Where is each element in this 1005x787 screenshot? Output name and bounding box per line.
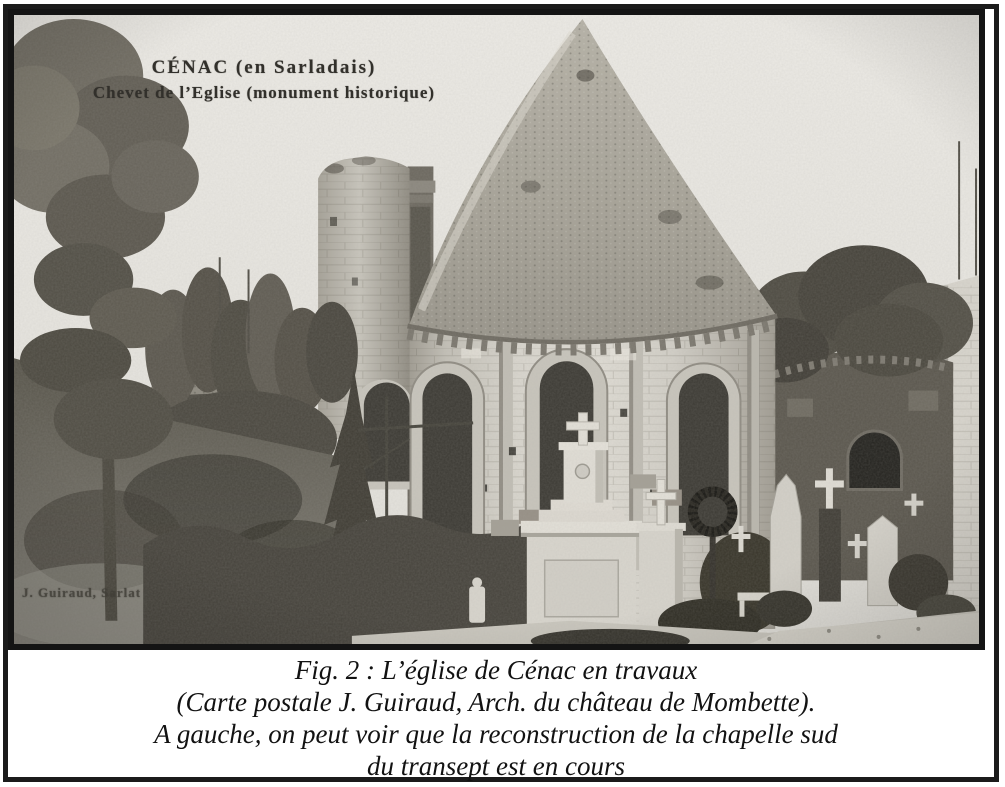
photo-scene <box>14 15 979 644</box>
postcard-title-line2: Chevet de l’Eglise (monument historique) <box>92 83 436 102</box>
caption-line-1: Fig. 2 : L’église de Cénac en travaux <box>294 655 698 685</box>
figure-caption <box>8 654 984 782</box>
photographer-credit: J. Guiraud, Sarlat <box>22 585 142 600</box>
photo-vignette <box>14 15 979 644</box>
postcard-title <box>74 55 454 105</box>
caption-line-3: A gauche, on peut voir que la reconstruction de la chapelle sud <box>154 719 838 749</box>
caption-line-2: (Carte postale J. Guiraud, Arch. du château de Mombette). <box>176 687 816 717</box>
figure-frame <box>3 4 999 782</box>
postcard-title-line1: CÉNAC (en Sarladais) <box>151 57 377 78</box>
caption-line-4: du transept est en cours <box>367 751 625 781</box>
postcard-photo <box>8 9 985 650</box>
